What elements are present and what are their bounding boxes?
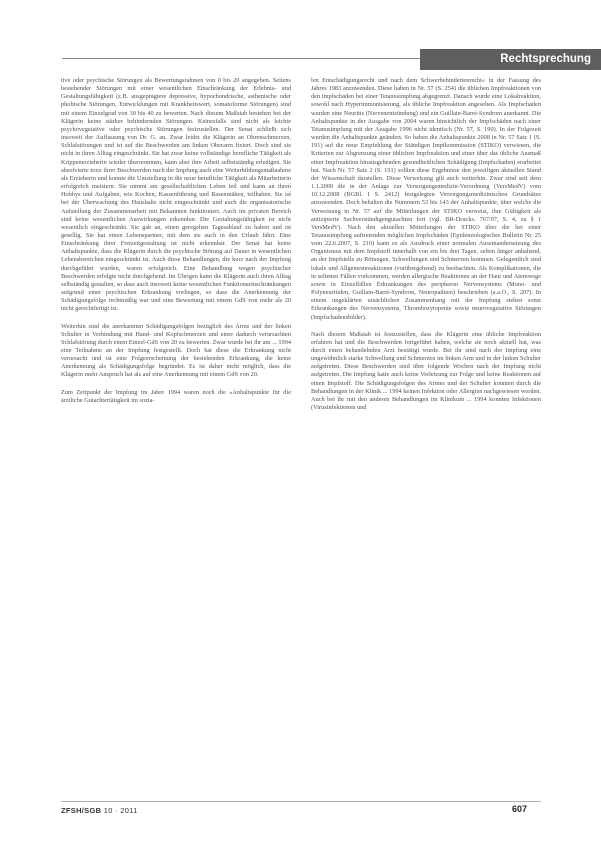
issue-number: 10 · 2011 xyxy=(103,806,138,815)
journal-name: ZFSH/SGB xyxy=(61,806,102,815)
left-text-column xyxy=(61,77,291,412)
paragraph: len Entschädigungsrecht und nach dem Schwerbehindertenrecht« in der Fassung des Jahres 1983 anzuwenden. Diese haben in Nr. 57 (S. 254) die üblichen Impfreaktionen von den impfschäden bei einer Tetanusimpfung abgegrenzt. Danach wurde eine Lokalreaktion, sowohl nach Hyperimmunisierung, als übliche Impfreaktion angesehen. Als Impfschäden wurden eine Neuritis (Nervenentzündung) und ein Guillain-Barré-Syndrom anerkannt. Die Anhaltspunkte in der Ausgabe von 2004 waren hinsichtlich der Impfschäden nach einer Tetanusimpfung mit der Ausgabe 1996 nicht identisch (Nr. 57, S. 190). In der Folgezeit wurden die Anhaltspunkte geändert. So haben die Anhaltspunkte 2008 in Nr. 57 Satz 1 (S. 191) auf die neue Empfehlung der Ständigen Impfkommission (STIKO) verwiesen, die Kriterien zur Abgrenzung einer üblichen Impfreaktion und einer über das übliche Ausmaß einer Impfreaktion hinausgehenden gesundheitlichen Schädigung (Impfschaden) erarbeitet hat. Nach Nr. 57 Satz 2 (S. 191) sollten diese Ergebnisse den jeweiligen aktuellen Stand der Wissenschaft darstellen. Diese Verweisung gilt auch weiterhin. Zwar sind seit dem 1.1.2009 die in der Anlage zur Versorgungsmedizin-Verordnung (VersMedV) vom 10.12.2008 (BGBl. I S. 2412) festgelegten Versorgungsmedizinischen Grundsätze anzuwenden. Doch behalten die Nummern 53 bis 143 der Anhaltspunkte, über welche die Verweisung in Nr. 57 auf die Mitteilungen der STIKO verweist, ihre Gültigkeit als antizipierte Sachverständigengutachten fort (vgl. BR-Drucks. 767/07, S. 4, zu § 1 VersMedV). Nach den aktuellen Mitteilungen der STIKO über die bei einer Tetanusimpfung auftretenden möglichen Impfschäden (Epidemiologisches Bulletin Nr. 25 vom 22.6.2007, S. 210) kann es als Ausdruck einer normalen Auseinandersetzung des Organismus mit dem Impfstoff innerhalb von ein bis drei Tagen, selten länger anhaltend, an der Impfstelle zu Rötungen, Schwellungen und Schmerzen kommen. Gelegentlich sind lokale und Allgemeinreaktionen (vorübergehend) zu beobachten. Als Komplikationen, die in seltenen Fällen vorkommen, werden allergische Reaktionen an der Haut und Atemwege sowie in Einzelfällen Erkrankungen des peripheren Nervensystems (Mono- und Polyneuritiden, Guillain-Barré-Syndrom, Neuropathien) beschrieben (a.a.O., S. 207). In einem ungeklärten ursächlichen Zusammenhang mit der Impfung stehen sonst Erkrankungen des Nervensystems, Thrombozytopenie sowie neurovegetative Störungen (Impfschadensbilder). xyxy=(311,77,541,321)
section-header-tab: Rechtsprechung xyxy=(420,49,601,70)
footer-rule xyxy=(61,801,541,802)
header-rule xyxy=(62,58,420,59)
page-number: 607 xyxy=(512,804,528,814)
paragraph: Nach diesem Maßstab ist festzustellen, dass die Klägerin eine übliche Impfreaktion erfahren hat und die Beschwerden fortgeführt haben, welche sie noch aktuell hat, was durch einen behandelnden Arzt bestätigt wurde. Bei ihr sind nach der Impfung eine ungewöhnlich starke Schwellung und Schmerzen im linken Arm und in der linken Schulter aufgetreten. Diese Beschwerden sind über folgende Wochen nach der Impfung nicht aufgetreten. Die Impfung hatte auch keine Verletzung zur Folge und keine Reaktionen auf einen Impfstoff. Die Schädigungsfolgen des Armes und der Schulter konnten durch die Behandlungen in der Klinik ... 1994 keinen Infektion oder Allergien nachgewiesen werden. Auch bei ihr mit den anderen Behandlungen im Klinikum ... 1994 konnten Infektionen (Virusinfektionen und xyxy=(311,330,541,412)
paragraph: tive oder psychische Störungen als Bewertungsrahmen von 0 bis 20 angegeben. Seitens bestehender Störungen mit einer wesentlichen Einschränkung der Erlebnis- und Gestaltungsfähigkeit (z.B. ausgeprägtere depressive, hypochondrische, asthenische oder phobische Störungen, Entwicklungen mit Krankheitswert, somatoforme Störungen) sind mit einem Einzelgrad von 30 bis 40 zu bewerten. Nach diesem Maßstab bestehen bei der Klägerin keine stärker behindernden Störungen. Keinesfalls sind nicht als leichte psychovegetative oder psychische Störungen festzustellen. Der Senat schließt sich insoweit der Auffassung von Dr. G. an. Zwar leidet die Klägerin an Ohrenschmerzen, Schlafstörungen und ist auf die Beschwerden am linken Oberarm fixiert. Doch sind sie nicht in ihren Alltag eingeschränkt. Sie hat zwar keine vollständige berufliche Tätigkeit als Krippenerzieherin wieder übernommen, kann aber ihre Arbeit selbstständig erledigen. Sie absolvierte trotz ihrer Beschwerden nach der Impfung auch eine Weiterbildungsmaßnahme als Erzieherin und konnte die Umstellung in die neue berufliche Tätigkeit als Mitarbeiterin erfolgreich meistern. Sie nimmt am gesellschaftlichen Leben teil und kann an ihren Hobbys und Aufgaben, wie Kochen, Kassenführung und Rasenmähen, teilhaben. Sie ist bei der Überwachung des Haushalts nicht eingeschränkt und auch die organisatorische Aufstellung der Zusammenarbeit mit Bekannten funktioniert. Auch im privaten Bereich sind keine wesentlichen Auswirkungen erkennbar. Die Gestaltungsfähigkeit ist nicht wesentlich eingeschränkt. Sie gab an, einen geregelten Tagesablauf zu haben und ist gesellig. Sie hat einen Lebenspartner, mit dem sie auch in den Urlaub fährt. Eine Einschränkung ihrer Freizeitgestaltung ist nicht erkennbar. Der Senat hat keine Anhaltspunkte, dass die Klägerin durch die psychische Störung auf Dauer in wesentlichen Lebensbereichen eingeschränkt ist. Auch diese Behandlungen, die kurz nach der Impfung durchgeführt wurden, waren erfolgreich. Eine Behandlung wegen psychischer Beschwerden erfolgte nicht durchgehend. Im Übrigen kann die Klägerin auch ihren Alltag selbständig gestalten, so dass auch insoweit keine wesentlichen Funktionseinschränkungen aufgrund einer psychischen Erkrankung vorliegen, so dass die Anerkennung der Schädigungsfolge rechtmäßig war und eine Bewertung mit einem GdS von mehr als 20 nicht gerechtfertigt ist. xyxy=(61,77,291,313)
right-text-column xyxy=(311,77,541,419)
paragraph: Weiterhin sind die anerkannten Schädigungsfolgen bezüglich des Arms und der linken Schulter in Verbindung mit Hand- und Kopfschmerzen und einer dadurch verursachten Schlafstörung durch einen Einzel-GdS von 20 zu bewerten. Zwar wurde bei ihr am ... 1994 eine Teilnahme an der Impfung festgestellt. Doch hat diese die Erkrankung nicht verursacht und ist eine Folgeerscheinung der bestehenden Erkrankung, die keine Anerkennung als Schädigungsfolge begründet. Es ist daher nicht möglich, dass die Klägerin mehr Anspruch hat als auf eine Anerkennung mit einem GdS von 20. xyxy=(61,322,291,379)
paragraph: Zum Zeitpunkt der Impfung im Jahre 1994 waren noch die »Anhaltspunkte für die ärztliche Gutachtertätigkeit im sozia- xyxy=(61,388,291,404)
footer-journal-info xyxy=(61,806,138,815)
